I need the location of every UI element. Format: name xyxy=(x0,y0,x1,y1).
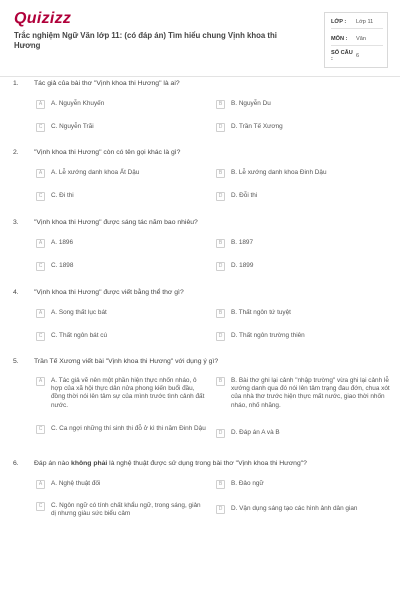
option-text: B. Đảo ngữ xyxy=(231,480,264,487)
option-d[interactable] xyxy=(216,429,392,438)
option-text: C. Ngôn ngữ có tính chất khẩu ngữ, trong sáng, giản dị nhưng giàu sức biểu cảm xyxy=(51,502,201,518)
option-a[interactable] xyxy=(36,169,206,178)
option-text: B. Bài thơ ghi lại cảnh "nhập trường" vừa ghi lại cảnh lễ xướng danh qua đó nói lên tâm trạng đau đớn, chua xót của nhà thơ trước hiện thực mất nước, giao thời nhốn nháo, nhố nhăng. xyxy=(231,377,390,409)
info-box xyxy=(324,12,388,68)
option-b[interactable] xyxy=(216,100,392,109)
info-label: SỐ CÂU : xyxy=(331,50,353,62)
option-letter-box: B xyxy=(216,480,225,489)
option-text: A. Song thất lục bát xyxy=(51,309,107,316)
option-letter-box: D xyxy=(216,505,225,514)
info-value: Lớp 11 xyxy=(356,19,374,25)
info-row-count xyxy=(331,50,383,62)
question-number: 3. xyxy=(13,219,19,226)
info-label: LỚP : xyxy=(331,19,347,25)
page-title: Trắc nghiệm Ngữ Văn lớp 11: (có đáp án) Tìm hiểu chung Vịnh khoa thi Hương xyxy=(14,31,277,50)
option-letter-box: B xyxy=(216,239,225,248)
option-text: B. Lễ xướng danh khoa Đinh Dậu xyxy=(231,169,327,176)
option-d[interactable] xyxy=(216,123,392,132)
option-letter-box: C xyxy=(36,332,45,341)
header-divider xyxy=(0,76,400,77)
option-d[interactable] xyxy=(216,332,392,341)
option-letter-box: C xyxy=(36,192,45,201)
option-c[interactable] xyxy=(36,332,206,341)
option-text: A. Nghệ thuật đối xyxy=(51,480,101,487)
option-text: D. Đáp án A và B xyxy=(231,429,280,436)
option-text: C. Đi thi xyxy=(51,192,74,199)
question-number: 2. xyxy=(13,149,19,156)
info-value: Văn xyxy=(356,36,366,42)
option-text: A. Nguyễn Khuyến xyxy=(51,100,105,107)
option-letter-box: D xyxy=(216,262,225,271)
question-number: 4. xyxy=(13,289,19,296)
option-text: C. Thất ngôn bát cú xyxy=(51,332,108,339)
option-text: D. Trần Tế Xương xyxy=(231,123,283,130)
option-letter-box: A xyxy=(36,169,45,178)
question-text xyxy=(34,460,307,467)
option-letter-box: D xyxy=(216,332,225,341)
option-c[interactable] xyxy=(36,425,206,434)
question-number: 6. xyxy=(13,460,19,467)
question-text: "Vịnh khoa thi Hương" được sáng tác năm bao nhiêu? xyxy=(34,219,198,226)
option-b[interactable] xyxy=(216,480,392,489)
option-a[interactable] xyxy=(36,480,206,489)
option-text: D. Vận dụng sáng tạo các hình ảnh dân gian xyxy=(231,505,358,512)
option-letter-box: D xyxy=(216,192,225,201)
info-row-subject xyxy=(331,33,383,46)
question-header xyxy=(13,289,184,296)
option-letter-box: A xyxy=(36,480,45,489)
option-text: B. Thất ngôn tứ tuyệt xyxy=(231,309,291,316)
option-text: C. Nguyễn Trãi xyxy=(51,123,94,130)
option-text: D. Thất ngôn trường thiên xyxy=(231,332,305,339)
option-a[interactable] xyxy=(36,239,206,248)
option-text: C. 1898 xyxy=(51,262,74,269)
option-text: A. Tác giả vẽ nên một phần hiện thực nhốn nháo, ô hợp của xã hội thực dân nửa phong kiến buổi đầu, đồng thời nói lên tâm sự của mình trước tình cảnh đất nước. xyxy=(51,377,205,409)
option-letter-box: B xyxy=(216,377,225,386)
option-text: D. Đỗi thi xyxy=(231,192,258,199)
question-text: Tác giả của bài thơ "Vịnh khoa thi Hương" là ai? xyxy=(34,80,180,87)
option-c[interactable] xyxy=(36,502,206,518)
option-d[interactable] xyxy=(216,505,392,514)
option-letter-box: A xyxy=(36,239,45,248)
info-row-class xyxy=(331,16,383,29)
option-letter-box: C xyxy=(36,262,45,271)
option-d[interactable] xyxy=(216,192,392,201)
option-letter-box: B xyxy=(216,100,225,109)
option-a[interactable] xyxy=(36,377,206,410)
question-header xyxy=(13,80,180,87)
question-text-after: là nghệ thuật được sử dụng trong bài thơ "Vịnh khoa thi Hương"? xyxy=(107,460,307,467)
option-b[interactable] xyxy=(216,309,392,318)
option-c[interactable] xyxy=(36,123,206,132)
question-header xyxy=(13,358,218,365)
option-text: D. 1899 xyxy=(231,262,254,269)
question-header xyxy=(13,219,198,226)
option-a[interactable] xyxy=(36,309,206,318)
question-text-before: Đáp án nào xyxy=(34,460,72,467)
option-letter-box: A xyxy=(36,377,45,386)
question-text-emphasis: không phải xyxy=(71,460,108,467)
option-letter-box: B xyxy=(216,169,225,178)
question-text: "Vịnh khoa thi Hương" còn có tên gọi khác là gì? xyxy=(34,149,181,156)
option-d[interactable] xyxy=(216,262,392,271)
option-text: C. Ca ngợi những thí sinh thi đỗ ở kì thi năm Đinh Dậu xyxy=(51,425,206,432)
option-b[interactable] xyxy=(216,239,392,248)
question-text: "Vịnh khoa thi Hương" được viết bằng thể thơ gì? xyxy=(34,289,184,296)
option-text: A. 1896 xyxy=(51,239,74,246)
option-b[interactable] xyxy=(216,377,392,410)
option-letter-box: C xyxy=(36,123,45,132)
option-letter-box: D xyxy=(216,123,225,132)
question-number: 1. xyxy=(13,80,19,87)
option-text: B. 1897 xyxy=(231,239,254,246)
question-header xyxy=(13,149,180,156)
option-a[interactable] xyxy=(36,100,206,109)
brand-logo: Quizizz xyxy=(14,10,72,27)
option-letter-box: C xyxy=(36,425,45,434)
option-c[interactable] xyxy=(36,262,206,271)
question-number: 5. xyxy=(13,358,19,365)
question-text: Trần Tế Xương viết bài "Vịnh khoa thi Hương" với dụng ý gì? xyxy=(34,358,219,365)
option-b[interactable] xyxy=(216,169,392,178)
option-text: B. Nguyễn Du xyxy=(231,100,271,107)
option-letter-box: B xyxy=(216,309,225,318)
info-label: MÔN : xyxy=(331,36,348,42)
option-letter-box: C xyxy=(36,502,45,511)
option-letter-box: D xyxy=(216,429,225,438)
option-text: A. Lễ xướng danh khoa Ất Dậu xyxy=(51,169,140,176)
option-letter-box: A xyxy=(36,309,45,318)
option-letter-box: A xyxy=(36,100,45,109)
info-value: 6 xyxy=(356,53,360,59)
option-c[interactable] xyxy=(36,192,206,201)
question-header xyxy=(13,460,307,467)
